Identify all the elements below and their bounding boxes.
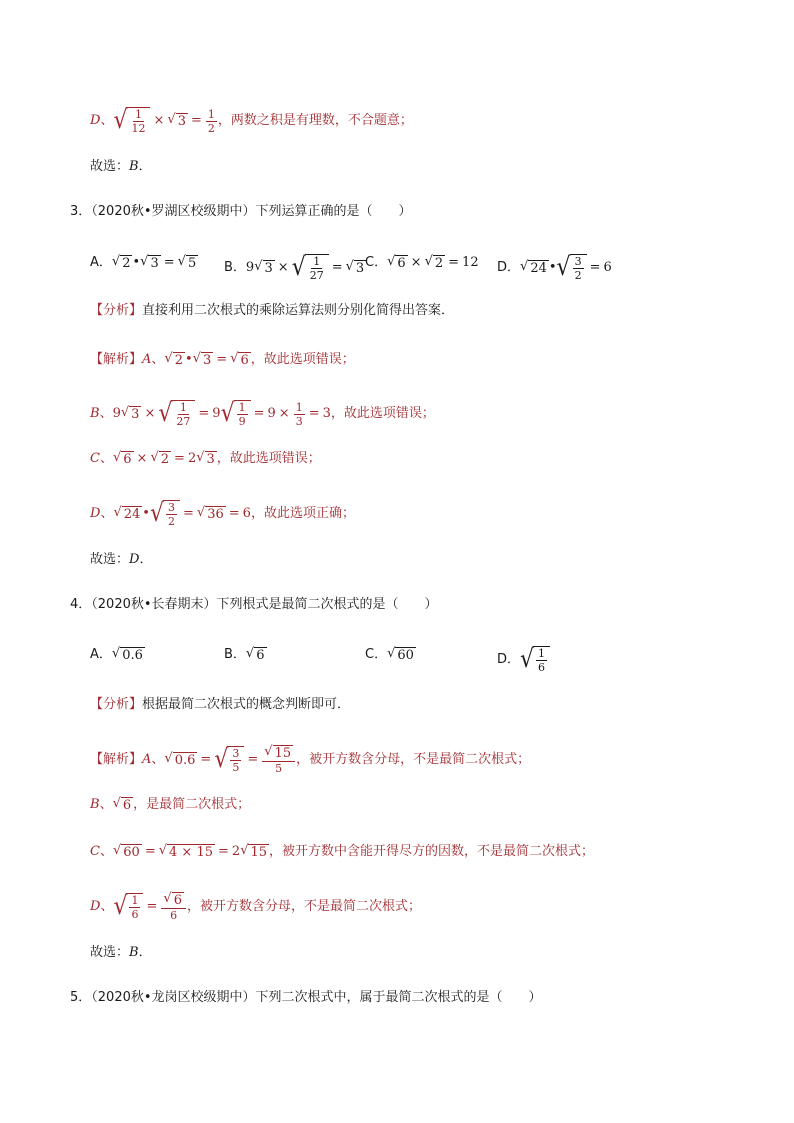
q4-option-d: D． √ $\frac{1}{6}$ [497,645,550,675]
q3-solution-d: D 、 √ 24 • √ $\frac{3}{2}$ = √ 36 = 6 ，故此选项正确； [90,499,355,528]
q4-answer: 故选： B ． [90,945,152,960]
q3-option-b: B． 9 √ 3 × √ $\frac{1}{27}$ = √ 3 [224,253,365,282]
q4-option-a: A． √ 0.6 [90,646,143,663]
q5-stem: 5．（2020秋•龙岗区校级期中）下列二次根式中，属于最简二次根式的是（ ） [70,990,542,1005]
q3-analysis: 【分析】 直接利用二次根式的乘除运算法则分别化简得出答案． [90,303,455,318]
q4-solution-a: 【解析】 A 、 √ 0.6 = √ $\frac{3}{5}$ = √ 15 5 ，被开方数含分母，不是最简二次根式； [90,744,531,775]
q2-option-d-solution: D 、 √ $\frac{1}{12}$ × √ 3 = $\frac{1}{2}$ ，两数之积是有理数，不合题意； [90,106,413,135]
q3-solution-c: C 、 √ 6 × √ 2 = 2 √ 3 ，故此选项错误； [90,450,321,467]
q3-option-a: A． √ 2 • √ 3 = √ 5 [90,254,197,271]
q4-stem: 4．（2020秋•长春期末）下列根式是最简二次根式的是（ ） [70,597,438,612]
q2-answer: 故选： B ． [90,159,152,174]
q4-solution-c: C 、 √ 60 = √ 4 × 15 = 2 √ 15 ，被开方数中含能开得尽方的因数，不是最简二次根式； [90,843,595,860]
math-expression: √ $\frac{1}{12}$ × √ 3 = $\frac{1}{2}$ [113,106,215,135]
q3-stem: 3．（2020秋•罗湖区校级期中）下列运算正确的是（ ） [70,204,412,219]
q3-solution-a: 【解析】 A 、 √ 2 • √ 3 = √ 6 ，故此选项错误； [90,351,355,368]
q4-option-c: C． √ 60 [365,646,414,663]
option-label: D [90,113,101,128]
q4-analysis: 【分析】 根据最简二次根式的概念判断即可． [90,697,351,712]
q4-solution-b: B 、 √ 6 ，是最简二次根式； [90,796,251,813]
q4-solution-d: D 、 √ $\frac{1}{6}$ = √ 6 6 ，被开方数含分母，不是最简二次根式； [90,891,421,922]
q3-solution-b: B 、 9 √ 3 × √ $\frac{1}{27}$ = 9 √ $\frac{1}{9}$ = 9 × $\frac{1}{3}$ = 3 ，故此选项错误； [90,399,435,428]
solution-text: ，两数之积是有理数，不合题意； [217,113,413,128]
q4-option-b: B． √ 6 [224,646,265,663]
q3-option-d: D． √ 24 • √ $\frac{3}{2}$ = 6 [497,253,612,282]
q3-option-c: C． √ 6 × √ 2 = 12 [365,254,479,271]
q3-answer: 故选： D ． [90,552,153,567]
